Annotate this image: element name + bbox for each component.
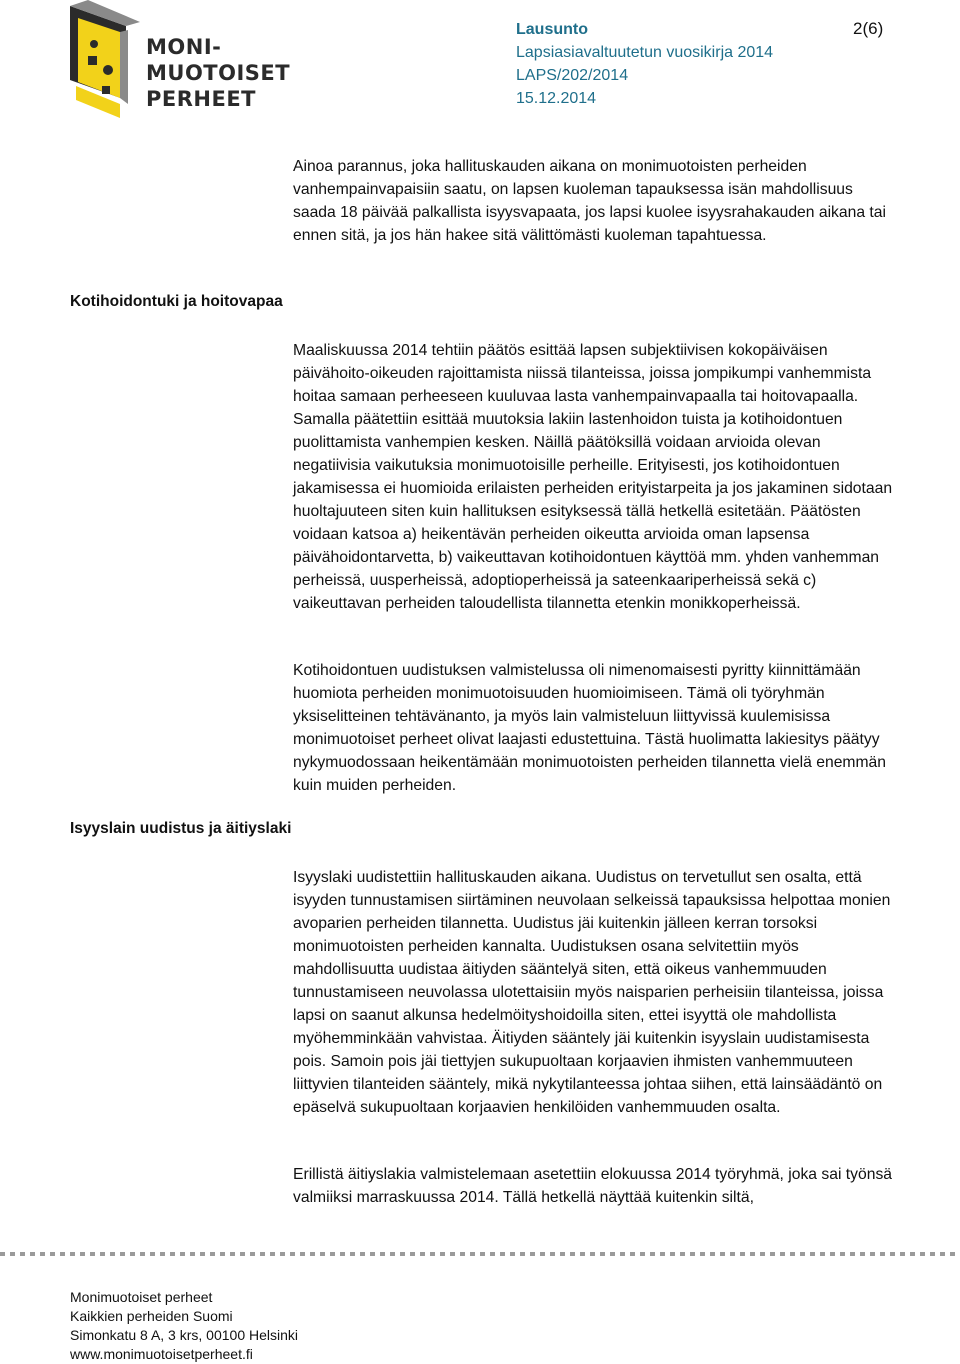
document-subject: Lapsiasiavaltuutetun vuosikirja 2014 [516,44,774,61]
document-type: Lausunto [516,21,588,38]
section-heading-isyyslaki: Isyyslain uudistus ja äitiyslaki [70,820,292,837]
document-date: 15.12.2014 [516,90,597,107]
document-reference: LAPS/202/2014 [516,67,629,84]
footer-website-link[interactable]: www.monimuotoisetperheet.fi [70,1346,253,1362]
footer-divider [0,1252,960,1256]
logo-line: PERHEET [146,87,256,111]
section-heading-kotihoidontuki: Kotihoidontuki ja hoitovapaa [70,293,283,310]
body-paragraph: Maaliskuussa 2014 tehtiin päätös esittää lapsen subjektiivisen kokopäiväisen päivähoito-oikeuden rajoittamista niissä tilanteissa, joissa jompikumpi vanhemmista hoitaa samaan perheeseen kuuluvaa lasta vanhempainvapaalla tai hoitovapaalla. Samalla päätettiin esittää muutoksia lakiin lastenhoidon tuista ja kotihoidontuen puolittamista vanhempien kesken. Näillä päätöksillä voidaan arvioida olevan negatiivisia vaikutuksia monimuotoisille perheille. Erityisesti, jos kotihoidontuen jakamisessa ei huomioida erilaisten perheiden erityistarpeita ja jos jakaminen sidotaan huoltajuuteen siten kuin hallituksen esityksessä tällä hetkellä esitetään. Päätösten voidaan katsoa a) heikentävän perheiden oikeutta arvioida oman lapsensa päivähoidontarvetta, b) vaikeuttavan kotihoidontuen käyttöä mm. yhden vanhemman perheissä, uusperheissä, adoptioperheissä ja sateenkaariperheissä sekä c) vaikeuttavan perheiden taloudellista tilannetta etenkin monikkoperheissä. [293,342,893,612]
document-header [516,18,896,110]
body-paragraph: Ainoa parannus, joka hallituskauden aikana on monimuotoisten perheiden vanhempainvapaisiin saatu, on lapsen kuoleman tapauksessa isän mahdollisuus saada 18 päivää palkallista isyysvapaata, jos lapsi kuolee isyysrahakauden aikana tai ennen sitä, ja jos hän hakee sitä välittömästi kuoleman tapahtuessa. [293,158,886,244]
footer-org-subtitle: Kaikkien perheiden Suomi [70,1308,233,1324]
house-logo-icon [68,0,148,124]
logo [68,0,291,124]
logo-line: MUOTOISET [146,61,291,85]
body-paragraph: Kotihoidontuen uudistuksen valmistelussa oli nimenomaisesti pyritty kiinnittämään huomiota perheiden monimuotoisuuden huomioimiseen. Tämä oli työryhmän yksiselitteinen tehtävänanto, ja myös lain valmisteluun liittyvissä kuulemisissa monimuotoiset perheet olivat laajasti edustettuina. Tästä huolimatta lakiesitys päätyy nykymuodossaan heikentämään monimuotoisten perheiden tilannetta vielä enemmän kuin muiden perheiden. [293,662,886,794]
footer-address: Simonkatu 8 A, 3 krs, 00100 Helsinki [70,1327,299,1343]
footer [70,1288,298,1364]
body-paragraph: Isyyslaki uudistettiin hallituskauden aikana. Uudistus on tervetullut sen osalta, että isyyden tunnustamisen siirtäminen neuvolaan selkeissä tapauksissa helpottaa monien avoparien perheiden tilannetta. Uudistus jäi kuitenkin jälleen kerran torsoksi monimuotoisten perheiden kannalta. Uudistuksen osana selvitettiin myös mahdollisuutta uudistaa äitiyden sääntelyä siten, että oikeus vanhemmuuden tunnustamiseen neuvolassa ulotettaisiin myös naisparien perheisiin tilanteissa, joissa lapsi on saanut alkunsa hedelmöityshoidoilla siten, ettei isyyttä ole mahdollista myöhemminkään vahvistaa. Äitiyden sääntely jäi kuitenkin isyyslain uudistamisesta pois. Samoin pois jäi tiettyjen sukupuoltaan korjaavien ihmisten vanhemmuuteen liittyvien tilanteiden sääntely, mikä nykytilanteessa johtaa siihen, että lainsäädäntö on epäselvä sukupuoltaan korjaavien henkilöiden vanhemmuuden osalta. [293,869,891,1116]
footer-org: Monimuotoiset perheet [70,1289,213,1305]
logo-wordmark [146,34,290,112]
logo-line: MONI- [146,35,222,59]
page-number: 2(6) [853,19,884,38]
body-paragraph: Erillistä äitiyslakia valmistelemaan asetettiin elokuussa 2014 työryhmä, joka sai työnsä valmiiksi marraskuussa 2014. Tällä hetkellä näyttää kuitenkin siltä, [293,1166,893,1206]
